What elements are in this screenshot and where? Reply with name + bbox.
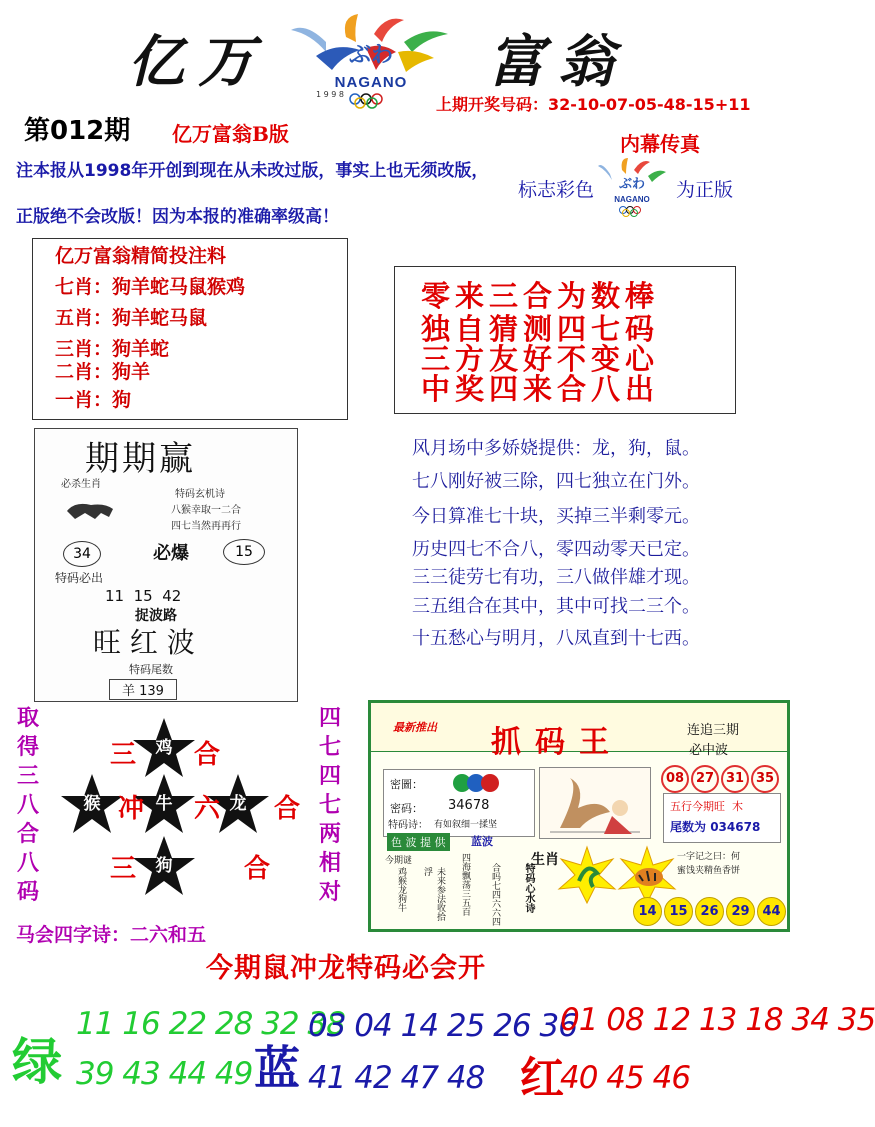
top-ball: 35 [751, 765, 779, 793]
tip-line: 二肖：狗羊 [55, 361, 151, 383]
col-text-2: 未来参法收拾浮 [422, 867, 445, 921]
poem-value: 有如叙细一揉坚 [434, 820, 498, 830]
notice-line-2: 正版绝不会改版！因为本报的准确率级高！ [16, 207, 339, 227]
scan-title: 期期赢 [85, 439, 196, 479]
tips-title: 亿万富翁精简投注料 [55, 245, 227, 267]
scan-sheep: 羊 139 [109, 679, 177, 700]
star-rooster [132, 716, 196, 780]
vertical-char: 两 [318, 822, 341, 847]
poem-label: 特码诗： [388, 820, 428, 831]
svg-text:NAGANO: NAGANO [614, 195, 650, 204]
tip-line: 七肖：狗羊蛇马鼠猴鸡 [55, 276, 246, 298]
prev-draw-label: 上期开奖号码： [436, 95, 549, 114]
tail-row [670, 818, 760, 835]
vertical-char: 四 [318, 764, 341, 789]
fax-title: 内幕传真 [620, 132, 700, 156]
small-logo [596, 156, 668, 218]
tail-value: 034678 [710, 820, 761, 834]
wuxing-label [670, 798, 743, 814]
vertical-char: 取 [16, 706, 39, 731]
logo-year: 1 9 9 8 [316, 90, 344, 99]
star-label: 鸡 [155, 738, 173, 758]
right-poem-line: 七八刚好被三除，四七独立在门外。 [412, 471, 700, 492]
riddle-title: 今期谜 [385, 856, 413, 866]
wuxing-value: 木 [732, 800, 743, 813]
scan-nums-row: 11 15 42 [105, 587, 182, 605]
bottom-ball: 29 [726, 897, 755, 926]
bottom-ball: 15 [664, 897, 693, 926]
scan-num-right: 15 [223, 539, 265, 565]
bottom-ball: 26 [695, 897, 724, 926]
memo-line: 一字记之曰：何 [677, 852, 741, 862]
wave-label: 色 波 提 供 [387, 833, 450, 851]
scan-code-label: 特码必出 [55, 571, 104, 585]
headline: 今期鼠冲龙特码必会开 [206, 953, 486, 984]
star-label: 龙 [229, 794, 247, 814]
wuxing-box [663, 793, 781, 843]
scan-num-left: 34 [63, 541, 101, 567]
star-label: 牛 [155, 794, 173, 814]
logo-text: NAGANO [334, 74, 408, 91]
right-poem-line: 三三徒劳七有功，三八做伴雄才现。 [412, 567, 700, 588]
zhuama-badge: 最新推出 [393, 721, 437, 734]
big-poem-line: 零来三合为数棒 [421, 279, 660, 313]
scan-tail-label: 特码尾数 [129, 663, 173, 676]
tiger-icon [65, 499, 115, 525]
tip-line: 一肖：狗 [55, 389, 132, 411]
zhuama-top-right-1: 连追三期 [687, 723, 740, 738]
code-value: 34678 [448, 798, 490, 813]
green-row-1: 11 16 22 28 32 38 [76, 1006, 345, 1042]
mi-label: 密圖： [390, 778, 423, 791]
star-monkey [60, 772, 124, 836]
top-ball: 08 [661, 765, 689, 793]
scan-must-label: 必爆 [153, 543, 189, 564]
issue-number: 第012期 [24, 116, 131, 146]
big-poem-box [394, 266, 736, 414]
vertical-char: 八 [16, 793, 39, 818]
vertical-char: 相 [318, 851, 341, 876]
red-row-2: 40 45 46 [560, 1060, 691, 1096]
tips-box [32, 238, 348, 420]
bottom-ball: 14 [633, 897, 662, 926]
zhuama-top-right-2: 必中波 [689, 743, 729, 758]
red-char-san2: 三 [110, 854, 137, 884]
scan-bo-label: 捉波路 [135, 608, 177, 624]
scan-line-a: 特码玄机诗 [175, 489, 225, 500]
right-poem-intro: 风月场中多娇娆提供：龙，狗，鼠。 [412, 438, 700, 459]
right-poem-line: 三五组合在其中，其中可找二三个。 [412, 596, 700, 617]
left-vertical-text [14, 704, 42, 907]
red-char-liu: 六 [194, 794, 221, 824]
vertical-char: 七 [318, 793, 341, 818]
svg-text:ぶわ: ぶわ [618, 176, 646, 191]
red-char-he3: 合 [244, 854, 271, 884]
col-text-1: 鸡猴龙狗牛 [396, 867, 406, 912]
tail-label: 尾数为 [670, 820, 707, 834]
scan-line-b: 八猴幸取一二合 [171, 505, 241, 516]
top-ball: 27 [691, 765, 719, 793]
zodiac-label: 生肖 [531, 852, 559, 868]
scan-line-c: 四七当然再再行 [171, 521, 241, 532]
title-right: 富翁 [488, 29, 628, 95]
star-label: 猴 [83, 794, 101, 814]
memo-line-2: 蜜饯夹精鱼香饼 [677, 866, 741, 876]
green-row-2: 39 43 44 49 [76, 1056, 253, 1092]
red-char-he1: 合 [194, 740, 221, 770]
right-vertical-text [316, 704, 344, 907]
vertical-char: 对 [318, 880, 341, 905]
horse-poem: 马会四字诗：二六和五 [16, 924, 207, 946]
col-text-4: 合吗七四六六四 [490, 863, 500, 926]
red-char-chong: 冲 [118, 794, 145, 824]
star-dog [132, 834, 196, 898]
vertical-char: 四 [318, 706, 341, 731]
right-poem-line: 历史四七不合八，零四动零天已定。 [412, 539, 700, 560]
mi-balls-icon [452, 772, 502, 798]
big-poem-line: 三方友好不变心 [421, 342, 660, 376]
scan-box [34, 428, 298, 702]
scan-wang-label: 旺 红 波 [93, 626, 195, 659]
code-label: 密码： [390, 802, 423, 815]
red-char-san1: 三 [110, 740, 137, 770]
vertical-char: 七 [318, 735, 341, 760]
logo-note-right: 为正版 [676, 179, 734, 201]
tip-line: 五肖：狗羊蛇马鼠 [55, 307, 208, 329]
col-text-3: 四海飘荡三五百 [460, 853, 470, 916]
vertical-char: 八 [16, 851, 39, 876]
scan-sub-left: 必杀生肖 [61, 479, 101, 490]
top-ball: 31 [721, 765, 749, 793]
vertical-char: 合 [16, 822, 39, 847]
big-poem-line: 中奖四来合八出 [421, 372, 660, 406]
snake-icon [557, 847, 617, 907]
wave-value: 蓝波 [471, 835, 493, 848]
svg-text:ぶわ: ぶわ [348, 42, 394, 67]
tip-line: 三肖：狗羊蛇 [55, 338, 170, 360]
prev-draw-numbers: 32-10-07-05-48-15+11 [548, 95, 751, 114]
landscape-picture [539, 767, 651, 839]
blue-row-1: 03 04 14 25 26 36 [308, 1008, 577, 1044]
red-wave-label: 红 [520, 1053, 564, 1104]
logo-note-left: 标志彩色 [518, 179, 595, 201]
star-label: 狗 [155, 856, 173, 876]
red-char-he2: 合 [274, 794, 301, 824]
notice-line-1: 注本报从1998年开创到现在从未改过版，事实上也无须改版， [16, 161, 489, 181]
side-text: 特码心水诗 [523, 863, 534, 913]
olympic-rings [348, 92, 394, 111]
vertical-char: 三 [16, 764, 39, 789]
right-poem-line: 十五愁心与明月，八凤直到十七西。 [412, 628, 700, 649]
right-poem-line: 今日算准七十块，买掉三半剩零元。 [412, 506, 700, 527]
wuxing-label-text: 五行今期旺 [670, 800, 725, 813]
prev-draw [436, 92, 750, 115]
blue-wave-label: 蓝 [254, 1041, 300, 1095]
zhuama-title: 抓码王 [491, 725, 623, 760]
zhuama-box [368, 700, 790, 932]
green-wave-label: 绿 [12, 1033, 62, 1091]
vertical-char: 码 [16, 880, 39, 905]
bottom-ball: 44 [757, 897, 786, 926]
nagano-logo [286, 12, 456, 108]
top-balls [661, 765, 781, 793]
big-poem-line: 独自猜测四七码 [421, 312, 660, 346]
bottom-balls [633, 897, 788, 926]
edition-label: 亿万富翁B版 [172, 122, 289, 146]
mi-box [383, 769, 535, 837]
vertical-char: 得 [16, 735, 39, 760]
red-row-1: 01 08 12 13 18 34 35 [560, 1002, 875, 1038]
title-left: 亿万 [128, 29, 268, 95]
blue-row-2: 41 42 47 48 [308, 1060, 485, 1096]
